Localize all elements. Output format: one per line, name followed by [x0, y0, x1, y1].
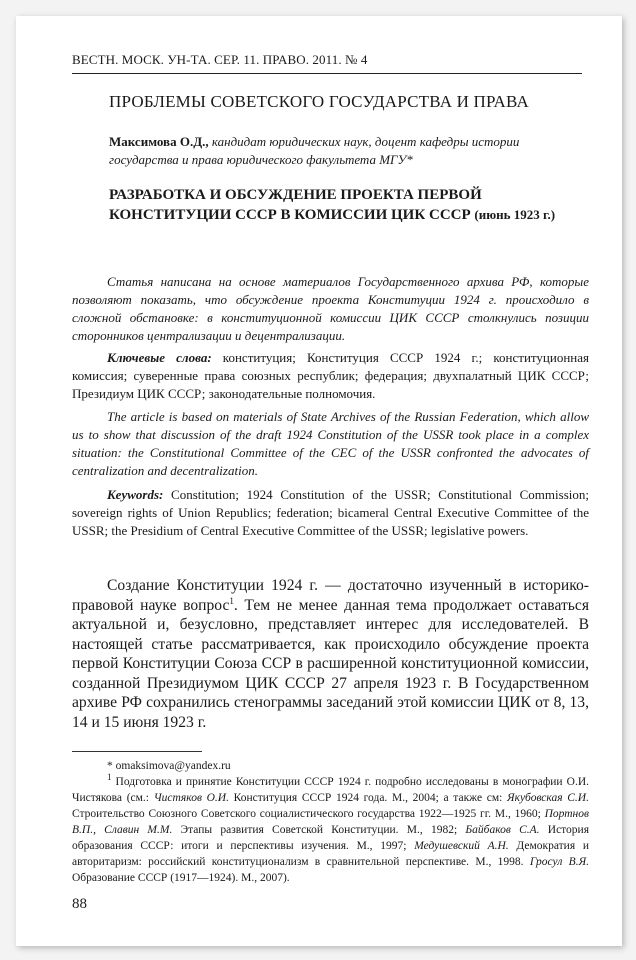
- footnote-1-text: Этапы развития Советской Конституции. М., 1982;: [172, 824, 466, 836]
- footnote-1-author: Якубовская С.И.: [507, 792, 589, 804]
- footnote-ref: 1: [229, 595, 234, 606]
- footnote-1-text: Образование СССР (1917—1924). М., 2007).: [72, 872, 290, 884]
- footnote-1-text: Подготовка и принятие Конституции СССР 1924 г. подробно исследованы в монографии О.И. Чистякова (см.:: [72, 776, 589, 804]
- footnote-1-author: Гросул В.Я.: [529, 856, 590, 868]
- keywords-ru-text: конституция; Конституция СССР 1924 г.; конституционная комиссия; суверенные права союзных республик; федерация; двухпалатный ЦИК СССР; Президиум ЦИК СССР; законодательные полномочия.: [72, 350, 589, 401]
- section-title: ПРОБЛЕМЫ СОВЕТСКОГО ГОСУДАРСТВА И ПРАВА: [109, 92, 529, 111]
- footnote-email: * omaksimova@yandex.ru: [107, 760, 231, 772]
- footnote-1-text: Строительство Союзного Советского социалистического государства 1922—1925 гг. М., 1960;: [72, 808, 545, 820]
- author-name: Максимова О.Д.,: [109, 134, 209, 149]
- keywords-ru: [72, 349, 589, 403]
- author-affiliation: кандидат юридических наук, доцент кафедры истории государства и права юридического факультета МГУ*: [109, 134, 520, 167]
- footnote-1: [72, 774, 589, 886]
- footnote-1-author: Портнов В.П., Славин М.М.: [72, 808, 589, 836]
- running-head: ВЕСТН. МОСК. УН-ТА. СЕР. 11. ПРАВО. 2011. № 4: [72, 52, 368, 67]
- keywords-en: [72, 486, 589, 540]
- footnote-1-author: Медушевский А.Н.: [414, 840, 509, 852]
- footnote-1-author: Чистяков О.И.: [153, 792, 229, 804]
- body-text-part1: Создание Конституции 1924 г. — достаточно изученный в историко-правовой науке вопрос: [72, 577, 589, 614]
- footnote-1-marker: 1: [107, 772, 112, 783]
- page-number: 88: [72, 896, 87, 912]
- article-title-date: (июнь 1923 г.): [474, 207, 556, 222]
- footnote-1-text: Конституция СССР 1924 года. М., 2004; а также см:: [228, 792, 508, 804]
- keywords-en-label: Keywords:: [107, 487, 164, 502]
- body-paragraph: [72, 576, 589, 732]
- footnote-1-text: Демократия и авторитаризм: российский конституционализм в сравнительной перспективе. М., 1998.: [72, 840, 590, 868]
- article-title: [109, 186, 584, 225]
- journal-page: [16, 16, 622, 946]
- footnote-1-text: История образования СССР: итоги и перспективы изучения. М., 1997;: [72, 824, 589, 852]
- header-rule: [72, 73, 582, 74]
- keywords-ru-label: Ключевые слова:: [107, 350, 212, 365]
- footnote-rule: [72, 751, 202, 752]
- keywords-en-text: Constitution; 1924 Constitution of the USSR; Constitutional Commission; sovereign rights of Union Republics; federation; bicameral Central Executive Committee of the USSR; the Presidium of Central Executive Committee of the USSR; legislative powers.: [72, 487, 589, 538]
- author-line: [109, 133, 584, 169]
- abstract-ru: Статья написана на основе материалов Государственного архива РФ, которые позволяют показать, что обсуждение проекта Конституции 1924 г. происходило в сложной обстановке: в конституционной комиссии ЦИК СССР столкнулись позиции сторонников централизации и децентрализации.: [72, 274, 589, 343]
- body-text-part2: . Тем не менее данная тема продолжает оставаться актуальной и, безусловно, представляет интерес для исследователей. В настоящей статье рассматривается, как происходило обсуждение проекта первой Конституции Союза ССР в расширенной конституционной комиссии, созданной Президиумом ЦИК СССР 27 апреля 1923 г. В Государственном архиве РФ сохранились стенограммы заседаний этой комиссии ЦИК от 8, 13, 14 и 15 июня 1923 г.: [72, 596, 589, 731]
- article-title-main: РАЗРАБОТКА И ОБСУЖДЕНИЕ ПРОЕКТА ПЕРВОЙ КОНСТИТУЦИИ СССР В КОМИССИИ ЦИК СССР: [109, 187, 482, 223]
- abstract-en: The article is based on materials of State Archives of the Russian Federation, which allow us to show that discussion of the draft 1924 Constitution of the USSR took place in a complex situation: the Constitutional Committee of the CEC of the USSR confronted the advocates of centralization and decentralization.: [72, 409, 589, 478]
- footnotes: [72, 758, 589, 886]
- footnote-1-author: Байбаков С.А.: [465, 824, 540, 836]
